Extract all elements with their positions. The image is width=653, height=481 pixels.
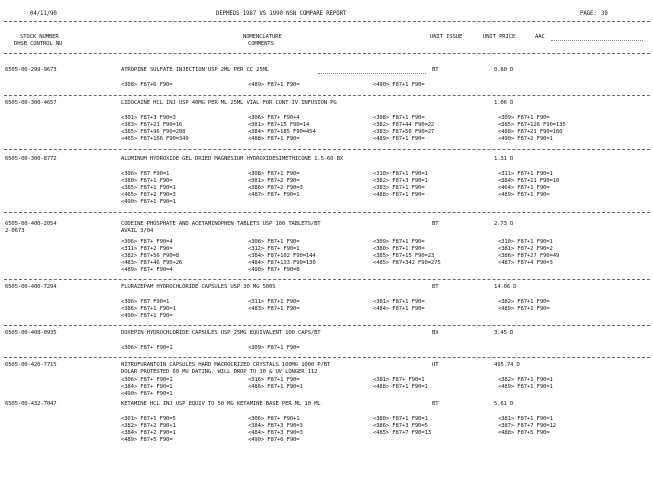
detail-cell: <386> F87+3 F90=5 xyxy=(373,423,428,429)
unit-issue: BT xyxy=(432,221,439,227)
detail-cell: <465> F87+166 F90=349 xyxy=(121,136,189,142)
nomenclature: NITROFURANTOIN CAPSULES HARD MACROCRIZED CRYSTALS 100MG 1000 P/BT xyxy=(121,362,331,368)
detail-cell: <490> F87+1 F90=1 xyxy=(121,199,176,205)
detail-cell: <490> F87+ F90=8 xyxy=(248,267,300,273)
col-comments: COMMENTS xyxy=(248,41,274,47)
detail-cell: <489> F87+1 F90= xyxy=(498,192,550,198)
detail-cell: <386> F87+27 F90=49 xyxy=(498,253,560,259)
stock-number: 6505-00-300-4657 xyxy=(5,100,57,106)
item-separator xyxy=(4,325,650,326)
detail-cell: <306> F87+ F90=1 xyxy=(121,345,173,351)
detail-cell: <385> F87+1 F90=1 xyxy=(121,185,176,191)
control-number: 2-0673 xyxy=(5,228,25,234)
detail-cell: <385> F87+126 F90=135 xyxy=(498,122,566,128)
detail-cell: <490> F87+2 F90=1 xyxy=(498,136,553,142)
detail-cell: <384> F87+185 F90=454 xyxy=(248,129,316,135)
detail-cell: <383> F87+21 F90=16 xyxy=(121,122,183,128)
detail-cell: <381> F87+ F90=1 xyxy=(373,377,425,383)
unit-price: 3.45 D xyxy=(494,330,514,336)
nomenclature: FLURAZEPAM HYDROCHLORIDE CAPSULES USP 30 MG 500S xyxy=(121,284,276,290)
detail-cell: <309> F87+1 F90= xyxy=(248,345,300,351)
col-stock-number: STOCK NUMBER xyxy=(20,34,59,40)
nomenclature: DOXEPIN HYDROCHLORIDE CAPSULES USP 25MG EQUIVALENT 100 CAPS/BT xyxy=(121,330,321,336)
detail-cell: <489> F87+1 F90= xyxy=(373,136,425,142)
detail-cell: <488> F87+21 F90=160 xyxy=(498,129,563,135)
comment: DOLAR PROTESTED 60 MU DATING. WILL DROP TO 30 & UV LONGER 112 xyxy=(121,369,318,375)
detail-cell: <311> F87+1 F90=1 xyxy=(498,171,553,177)
detail-cell: <488> F87+5 F90= xyxy=(498,430,550,436)
detail-cell: <488> F87+1 F90= xyxy=(373,192,425,198)
detail-cell: <309> F87+1 F90= xyxy=(498,115,550,121)
stock-number: 6505-00-408-0935 xyxy=(5,330,57,336)
col-unit-price: UNIT PRICE xyxy=(483,34,516,40)
stock-number: 6505-00-432-7047 xyxy=(5,401,57,407)
detail-cell: <490> F87+1 F90= xyxy=(373,82,425,88)
unit-price: 495.74 D xyxy=(494,362,520,368)
unit-price: 2.73 D xyxy=(494,221,514,227)
detail-cell: <301> F87+1 F90=5 xyxy=(121,416,176,422)
detail-cell: <383> F87+50 F90=27 xyxy=(373,129,435,135)
detail-cell: <485> F87+342 F90=275 xyxy=(373,260,441,266)
detail-cell: <381> F87+1 F90= xyxy=(373,299,425,305)
comment: AVAIL 3/04 xyxy=(121,228,154,234)
detail-cell: <490> F87+6 F90= xyxy=(248,437,300,443)
col-aac: AAC xyxy=(535,34,545,40)
detail-cell: <384> F87+3 F90=3 xyxy=(248,423,303,429)
detail-cell: <312> F87+ F90=1 xyxy=(248,246,300,252)
detail-cell: <381> F87+2 F90= xyxy=(248,178,300,184)
detail-cell: <384> F87+2 F90=1 xyxy=(121,430,176,436)
unit-issue: BT xyxy=(432,401,439,407)
nomenclature: KETAMINE HCL INJ USP EQUIV TO 50 MG KETAMINE BASE PER ML 10 ML xyxy=(121,401,321,407)
detail-cell: <311> F87+1 F90= xyxy=(248,299,300,305)
detail-cell: <310> F87+1 F90=1 xyxy=(498,239,553,245)
unit-issue: BX xyxy=(432,330,439,336)
detail-cell: <489> F87+ F90=4 xyxy=(121,267,173,273)
detail-cell: <382> F87+1 F90=1 xyxy=(498,377,553,383)
col-aac-fill xyxy=(551,40,643,41)
detail-cell: <382> F87+1 F90= xyxy=(498,299,550,305)
detail-cell: <380> F87+1 F90= xyxy=(121,178,173,184)
unit-price: 1.06 D xyxy=(494,100,514,106)
detail-cell: <385> F87+96 F90=208 xyxy=(121,129,186,135)
detail-cell: <484> F87+133 F90=130 xyxy=(248,260,316,266)
stock-number: 6505-00-400-7294 xyxy=(5,284,57,290)
detail-cell: <311> F87+2 F90= xyxy=(121,246,173,252)
detail-cell: <310> F87+1 F90=1 xyxy=(373,171,428,177)
detail-cell: <465> F87+2 F90=3 xyxy=(121,192,176,198)
col-control-number: DHSB CONTROL NU xyxy=(14,41,63,47)
unit-issue: BT xyxy=(432,67,439,73)
unit-price: 5.61 D xyxy=(494,401,514,407)
item-separator xyxy=(4,149,650,150)
detail-cell: <382> F87+56 F90=8 xyxy=(121,253,179,259)
detail-cell: <306> F87+ F90=4 xyxy=(121,239,173,245)
detail-cell: <382> F87+3 F90=1 xyxy=(373,178,428,184)
detail-cell: <306> F87 F90=1 xyxy=(121,299,170,305)
detail-cell: <381> F87+15 F90=14 xyxy=(248,122,310,128)
detail-cell: <306> F87 F90=1 xyxy=(121,171,170,177)
detail-cell: <488> F87+1 F90= xyxy=(248,136,300,142)
item-separator xyxy=(4,357,650,358)
detail-cell: <308> F87+1 F90= xyxy=(373,115,425,121)
nomenclature: CODEINE PHOSPHATE AND ACETAMINOPHEN TABLETS USP 100 TABLETS/BT xyxy=(121,221,321,227)
detail-cell: <387> F87+7 F90=12 xyxy=(498,423,556,429)
detail-cell: <380> F87+1 F90= xyxy=(373,246,425,252)
leader-dots xyxy=(318,73,426,74)
report-title: DEPMEDS 1987 VS 1990 NSN COMPARE REPORT xyxy=(216,11,347,17)
detail-cell: <487> F87+ F90=1 xyxy=(248,192,300,198)
unit-issue: UT xyxy=(432,362,439,368)
detail-cell: <301> F87+3 F90=3 xyxy=(121,115,176,121)
detail-cell: <386> F87+1 F90=1 xyxy=(121,306,176,312)
header-rule-bottom xyxy=(4,53,650,54)
nomenclature: ATROPINE SULFATE INJECTION USP 2ML PER CC 25ML xyxy=(121,67,270,73)
stock-number: 6505-00-300-8772 xyxy=(5,156,57,162)
detail-cell: <484> F87+3 F90=3 xyxy=(248,430,303,436)
detail-cell: <381> F87+1 F90=1 xyxy=(498,416,553,422)
detail-cell: <316> F87+1 F90= xyxy=(248,377,300,383)
header-rule-top xyxy=(4,21,650,22)
detail-cell: <306> F87+ F90+1 xyxy=(248,416,300,422)
detail-cell: <489> F87+1 F90= xyxy=(498,306,550,312)
unit-price: 14.06 D xyxy=(494,284,517,290)
detail-cell: <464> F87+1 F90= xyxy=(498,185,550,191)
detail-cell: <386> F87+2 F90=3 xyxy=(248,185,303,191)
detail-cell: <308> F87+1 F90= xyxy=(248,239,300,245)
unit-price: 0.80 D xyxy=(494,67,514,73)
detail-cell: <308> F87+1 F90= xyxy=(248,171,300,177)
detail-cell: <488> F87+1 F90=1 xyxy=(373,384,428,390)
detail-cell: <486> F87+1 F90=1 xyxy=(248,384,303,390)
detail-cell: <381> F87+2 F90=2 xyxy=(498,246,553,252)
nomenclature: LIDOCAINE HCL INJ USP 40MG PER ML 25ML VIAL FOR CONT IV INFUSION PG xyxy=(121,100,337,106)
unit-price: 1.31 D xyxy=(494,156,514,162)
detail-cell: <382> F87+44 F90=22 xyxy=(373,122,435,128)
col-nomenclature: NOMENCLATURE xyxy=(243,34,282,40)
detail-cell: <490> F87+ F90=1 xyxy=(121,391,173,397)
detail-cell: <308> F87+6 F90= xyxy=(121,82,173,88)
detail-cell: <490> F87+1 F90= xyxy=(121,313,173,319)
detail-cell: <384> F87+102 F90=144 xyxy=(248,253,316,259)
detail-cell: <306> F87+ F90+4 xyxy=(248,115,300,121)
detail-cell: <380> F87+1 F90=1 xyxy=(373,416,428,422)
stock-number: 6505-00-400-2054 xyxy=(5,221,57,227)
nomenclature: ALUMINUM HYDROXIDE GEL DRIED MAGNESIUM HYDROXIDESIMETHICONE 1.5-60 BX xyxy=(121,156,344,162)
page-number: 39 xyxy=(601,11,608,17)
detail-cell: <306> F87+ F90=1 xyxy=(121,377,173,383)
detail-cell: <385> F87+15 F90=23 xyxy=(373,253,435,259)
stock-number: 6505-00-420-7715 xyxy=(5,362,57,368)
detail-cell: <485> F87+7 F90=13 xyxy=(373,430,431,436)
report-date: 04/11/90 xyxy=(30,11,57,17)
detail-cell: <483> F87+1 F90= xyxy=(248,306,300,312)
detail-cell: <384> F87+ F90=1 xyxy=(121,384,173,390)
detail-cell: <484> F87+1 F90= xyxy=(373,306,425,312)
stock-number: 6505-00-299-9673 xyxy=(5,67,57,73)
detail-cell: <309> F87+1 F90= xyxy=(373,239,425,245)
detail-cell: <487> F87+4 F90=3 xyxy=(498,260,553,266)
page-label: PAGE: xyxy=(580,11,597,17)
detail-cell: <384> F87+11 F90=10 xyxy=(498,178,560,184)
item-separator xyxy=(4,279,650,280)
col-unit-issue: UNIT ISSUE xyxy=(430,34,463,40)
detail-cell: <483> F87+46 F90+26 xyxy=(121,260,183,266)
unit-issue: BT xyxy=(432,284,439,290)
item-separator xyxy=(4,95,650,96)
detail-cell: <489> F87+1 F90=1 xyxy=(498,384,553,390)
item-separator xyxy=(4,212,650,213)
detail-cell: <489> F87+1 F90= xyxy=(248,82,300,88)
detail-cell: <382> F87+2 F90+1 xyxy=(121,423,176,429)
detail-cell: <489> F87+5 F90= xyxy=(121,437,173,443)
detail-cell: <383> F87+1 F90= xyxy=(373,185,425,191)
